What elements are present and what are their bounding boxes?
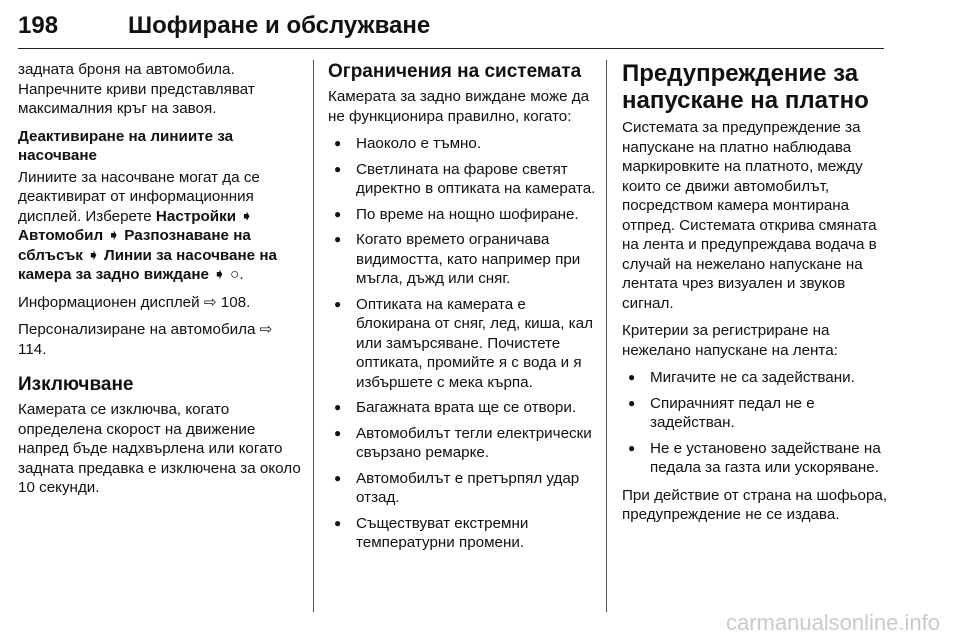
criteria-intro: Критерии за регистриране на нежелано напускане на лента: bbox=[622, 322, 838, 359]
deactivate-paragraph bbox=[18, 168, 302, 285]
list-item: ● Багажната врата ще се отвори. bbox=[328, 398, 596, 418]
menu-path: Настройки ➧ Автомобил ➧ Разпознаване на сблъсък ➧ Линии за насочване на камера за задно виждане ➧ bbox=[18, 207, 277, 283]
page-number: 198 bbox=[18, 12, 59, 39]
criteria-list bbox=[622, 368, 890, 478]
list-item: ● По време на нощно шофиране. bbox=[328, 205, 596, 225]
list-item: ● Наоколо е тъмно. bbox=[328, 134, 596, 154]
driver-action-note: При действие от страна на шофьора, предупреждение не се издава. bbox=[622, 486, 888, 523]
column-divider bbox=[313, 60, 314, 612]
column-3 bbox=[622, 60, 890, 533]
section-title: Шофиране и обслужване bbox=[128, 12, 431, 39]
lane-warning-body: Системата за предупреждение за напускане на платно наблюдава маркировките на платното, между които се движи автомобилът, посредством камера монтирана отпред. Системата открива смяната на лента и предупреждава водача в случай на нежелано напускане на лентата чрез визуален и звуков сигнал. bbox=[622, 119, 877, 312]
list-item: ● Съществуват екстремни температурни промени. bbox=[328, 514, 596, 553]
page-header bbox=[18, 8, 884, 49]
list-item: ● Оптиката на камерата е блокирана от сняг, лед, киша, кал или замърсяване. Почистете оптиката, промийте я с вода и я избършете с мека кърпа. bbox=[328, 295, 596, 393]
list-item: ● Автомобилът тегли електрически свързано ремарке. bbox=[328, 424, 596, 463]
limitations-list bbox=[328, 134, 596, 553]
column-1 bbox=[18, 60, 302, 506]
toggle-icon: ○ bbox=[230, 266, 240, 283]
info-display-reference: Информационен дисплей ⇨ 108. bbox=[18, 293, 251, 311]
list-item: ● Мигачите не са задействани. bbox=[622, 368, 890, 388]
list-item: ● Когато времето ограничава видимостта, като например при мъгла, дъжд или сняг. bbox=[328, 230, 596, 289]
list-item: ● Автомобилът е претърпял удар отзад. bbox=[328, 469, 596, 508]
off-paragraph: Камерата се изключва, когато определена скорост на движение напред бъде надхвърлена или когато задната предавка е изключена за около 10 секунди. bbox=[18, 401, 301, 496]
column-divider bbox=[606, 60, 607, 612]
limitations-intro: Камерата за задно виждане може да не функционира правилно, когато: bbox=[328, 88, 590, 125]
intro-paragraph: задната броня на автомобила. Напречните криви представляват максималния кръг на завоя. bbox=[18, 61, 255, 117]
personalize-reference: Персонализиране на автомобила ⇨ 114. bbox=[18, 321, 273, 358]
watermark-logo: carmanualsonline.info bbox=[725, 610, 940, 635]
sentence-end: . bbox=[239, 266, 244, 283]
limitations-heading: Ограничения на системата bbox=[328, 61, 582, 82]
list-item: ● Не е установено задействане на педала за газта или ускоряване. bbox=[622, 439, 890, 478]
deactivate-heading: Деактивиране на линиите за насочване bbox=[18, 127, 234, 164]
list-item: ● Спирачният педал не е задействан. bbox=[622, 394, 890, 433]
list-item: ● Светлината на фарове светят директно в оптиката на камерата. bbox=[328, 160, 596, 199]
off-heading: Изключване bbox=[18, 374, 134, 395]
column-2 bbox=[328, 60, 596, 561]
deactivate-body: Линиите за насочване могат да се деактивират от информационния дисплей. Изберете bbox=[18, 168, 260, 225]
lane-warning-heading: Предупреждение за напускане на платно bbox=[622, 60, 869, 114]
